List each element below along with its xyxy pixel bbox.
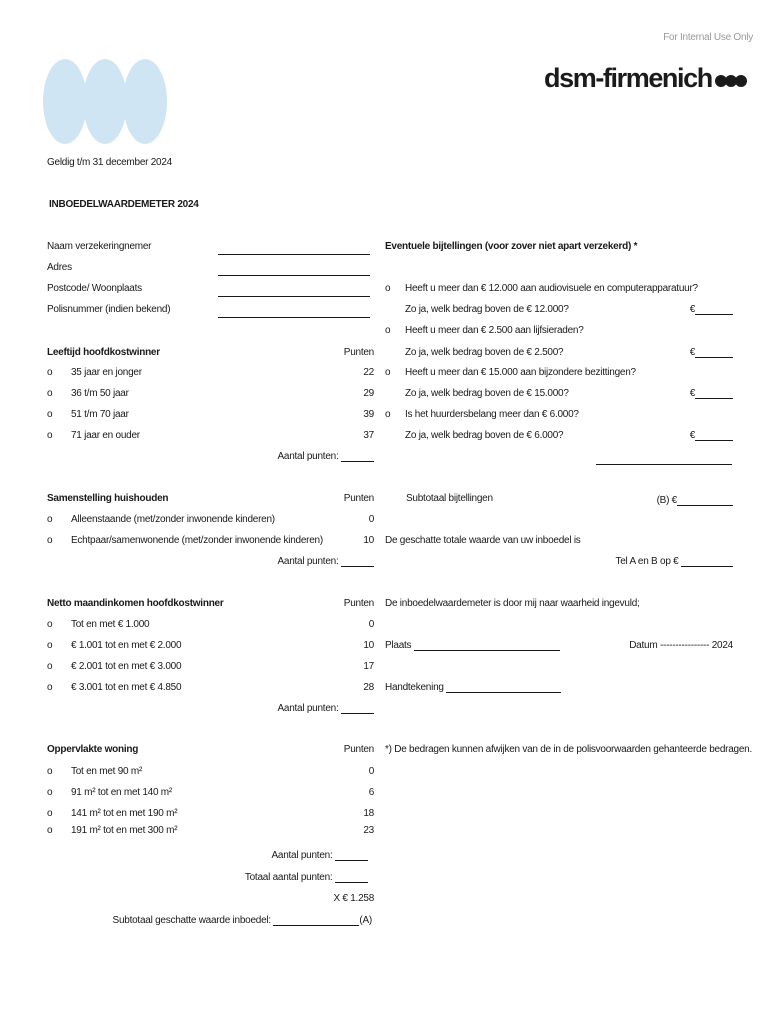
aantal-punten-label: Aantal punten: [271,850,333,861]
income-option-label: € 3.001 tot en met € 4.850 [71,682,182,693]
age-option-label: 51 t/m 70 jaar [71,409,129,420]
extras-question: Is het huurdersbelang meer dan € 6.000? [405,409,579,420]
internal-use-label: For Internal Use Only [663,32,753,43]
total-points-field[interactable] [335,882,368,883]
income-option-radio[interactable]: o [47,619,53,630]
income-option-label: Tot en met € 1.000 [71,619,150,630]
income-option-points: 10 [363,640,374,651]
validity-date: Geldig t/m 31 december 2024 [47,157,172,168]
area-option-points: 6 [368,787,374,798]
area-option-label: 191 m² tot en met 300 m² [71,825,178,836]
extras-amount [690,388,733,399]
income-section-title: Netto maandinkomen hoofdkostwinner [47,598,224,609]
place-row [385,640,560,651]
estimate-sum-label: Tel A en B op € [615,556,679,567]
extras-amount-field[interactable] [695,314,733,315]
estimate-sum-field[interactable] [681,566,733,567]
area-option-label: Tot en met 90 m² [71,766,143,777]
extras-sum-line [596,464,732,465]
aantal-punten-label: Aantal punten: [277,451,339,462]
income-option-label: € 2.001 tot en met € 3.000 [71,661,182,672]
extras-followup: Zo ja, welk bedrag boven de € 2.500? [405,347,564,358]
household-points-field[interactable] [341,566,374,567]
age-option-radio[interactable]: o [47,388,53,399]
age-points-field[interactable] [341,461,374,462]
total-points-row [245,872,368,883]
logo-wordmark: dsm-firmenich [544,62,712,93]
age-option-points: 37 [363,430,374,441]
date-label: Datum [629,640,658,651]
aantal-punten-label: Aantal punten: [277,556,339,567]
income-points-field[interactable] [341,713,374,714]
age-section-title: Leeftijd hoofdkostwinner [47,347,160,358]
area-section-title: Oppervlakte woning [47,744,139,755]
income-option-points: 17 [363,661,374,672]
area-option-points: 0 [368,766,374,777]
area-option-radio[interactable]: o [47,766,53,777]
extras-subtotal-label: Subtotaal bijtellingen [406,493,493,504]
age-option-points: 29 [363,388,374,399]
policy-number-field[interactable] [218,317,370,318]
household-option-points: 0 [368,514,374,525]
income-option-radio[interactable]: o [47,640,53,651]
age-option-label: 71 jaar en ouder [71,430,140,441]
company-logo [544,60,747,96]
euro-sign: € [689,304,695,315]
signature-field[interactable] [446,692,561,693]
subtotal-estimate-suffix: (A) [359,915,372,926]
signature-label: Handtekening [385,682,444,693]
area-option-points: 23 [363,825,374,836]
extras-subtotal-field[interactable] [677,505,733,506]
age-option-points: 39 [363,409,374,420]
household-option-radio[interactable]: o [47,535,53,546]
date-row [629,640,733,651]
income-option-label: € 1.001 tot en met € 2.000 [71,640,182,651]
age-option-radio[interactable]: o [47,430,53,441]
decorative-circles [43,59,167,144]
extras-subtotal-prefix: (B) € [656,495,677,506]
address-field[interactable] [218,275,370,276]
place-field[interactable] [414,650,560,651]
area-option-radio[interactable]: o [47,825,53,836]
extras-amount-field[interactable] [695,440,733,441]
age-option-radio[interactable]: o [47,367,53,378]
extras-followup: Zo ja, welk bedrag boven de € 15.000? [405,388,569,399]
address-label: Adres [47,262,72,273]
euro-sign: € [689,388,695,399]
area-option-label: 91 m² tot en met 140 m² [71,787,172,798]
subtotal-estimate-label: Subtotaal geschatte waarde inboedel: [112,915,271,926]
declaration-text: De inboedelwaardemeter is door mij naar waarheid ingevuld; [385,598,640,609]
income-points-total [277,703,374,714]
extras-section-title: Eventuele bijtellingen (voor zover niet apart verzekerd) * [385,241,638,252]
extras-option-radio[interactable]: o [385,325,391,336]
income-option-radio[interactable]: o [47,661,53,672]
name-field[interactable] [218,254,370,255]
income-option-radio[interactable]: o [47,682,53,693]
aantal-punten-label: Aantal punten: [277,703,339,714]
area-option-points: 18 [363,808,374,819]
extras-question: Heeft u meer dan € 2.500 aan lijfsieraden? [405,325,584,336]
extras-option-radio[interactable]: o [385,367,391,378]
age-points-header: Punten [343,347,374,358]
place-label: Plaats [385,640,412,651]
multiplier: X € 1.258 [333,893,374,904]
extras-followup: Zo ja, welk bedrag boven de € 12.000? [405,304,569,315]
postcode-label: Postcode/ Woonplaats [47,283,142,294]
extras-amount [690,304,733,315]
total-points-label: Totaal aantal punten: [244,872,333,883]
footnote: *) De bedragen kunnen afwijken van de in de polisvoorwaarden gehanteerde bedragen. [385,744,752,755]
household-points-header: Punten [343,493,374,504]
age-option-points: 22 [363,367,374,378]
age-option-label: 35 jaar en jonger [71,367,142,378]
household-option-label: Alleenstaande (met/zonder inwonende kinderen) [71,514,275,525]
extras-amount-field[interactable] [695,357,733,358]
name-label: Naam verzekeringnemer [47,241,152,252]
income-option-points: 28 [363,682,374,693]
age-option-radio[interactable]: o [47,409,53,420]
area-option-radio[interactable]: o [47,787,53,798]
extras-question: Heeft u meer dan € 15.000 aan bijzondere bezittingen? [405,367,636,378]
form-title: INBOEDELWAARDEMETER 2024 [49,199,199,210]
household-option-label: Echtpaar/samenwonende (met/zonder inwonende kinderen) [71,535,323,546]
euro-sign: € [689,347,695,358]
area-points-field[interactable] [335,860,368,861]
household-option-radio[interactable]: o [47,514,53,525]
date-year: 2024 [711,640,733,651]
extras-amount [690,430,733,441]
household-option-points: 10 [363,535,374,546]
estimate-sum [616,556,734,567]
policy-number-label: Polisnummer (indien bekend) [47,304,171,315]
area-points-header: Punten [343,744,374,755]
extras-question: Heeft u meer dan € 12.000 aan audiovisuele en computerapparatuur? [405,283,698,294]
household-points-total [277,556,374,567]
euro-sign: € [689,430,695,441]
income-points-header: Punten [343,598,374,609]
extras-amount-field[interactable] [695,398,733,399]
extras-subtotal [657,495,733,506]
age-points-total [277,451,374,462]
signature-row [385,682,561,693]
income-option-points: 0 [368,619,374,630]
area-option-label: 141 m² tot en met 190 m² [71,808,178,819]
extras-amount [690,347,733,358]
estimate-text: De geschatte totale waarde van uw inboedel is [385,535,581,546]
subtotal-estimate-field[interactable] [273,925,359,926]
extras-option-radio[interactable]: o [385,409,391,420]
age-option-label: 36 t/m 50 jaar [71,388,129,399]
logo-dots-icon [717,75,747,87]
household-section-title: Samenstelling huishouden [47,493,169,504]
postcode-field[interactable] [218,296,370,297]
subtotal-estimate-row [113,915,372,926]
extras-option-radio[interactable]: o [385,283,391,294]
area-option-radio[interactable]: o [47,808,53,819]
area-points-total [271,850,368,861]
date-field[interactable]: ---------------- [659,640,710,651]
extras-followup: Zo ja, welk bedrag boven de € 6.000? [405,430,564,441]
